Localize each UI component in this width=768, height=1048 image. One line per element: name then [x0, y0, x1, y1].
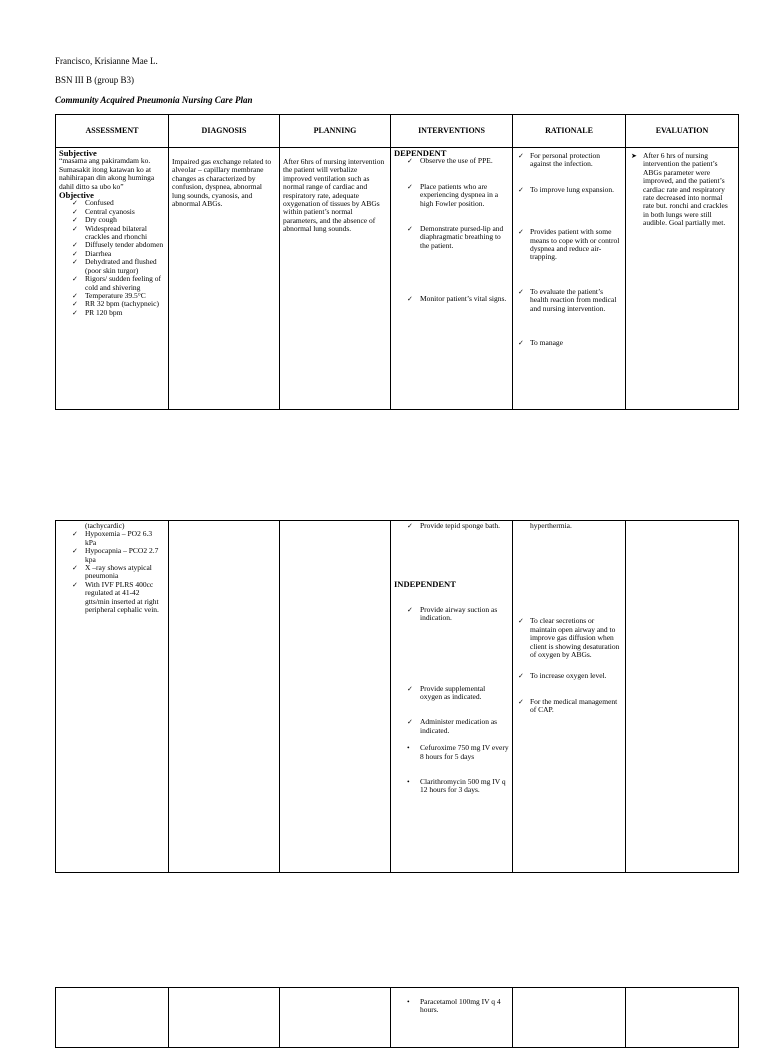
- list-item: ✓ Provide tepid sponge bath.: [394, 522, 509, 530]
- list-item: ✓ Diarrhea: [59, 250, 165, 258]
- planning-cell: [280, 988, 391, 1048]
- subjective-label: Subjective: [59, 148, 97, 158]
- interventions-list: [394, 157, 509, 303]
- list-item: ✓ For personal protection against the infection.: [516, 152, 622, 169]
- evaluation-cell: [626, 148, 739, 410]
- document-title: Community Acquired Pneumonia Nursing Care Plan: [55, 95, 253, 105]
- care-plan-table-page-3: [55, 987, 739, 1048]
- assessment-list: [59, 530, 165, 614]
- column-header-planning: PLANNING: [280, 115, 391, 148]
- care-plan-table-page-2: [55, 520, 739, 873]
- column-header-interventions: INTERVENTIONS: [391, 115, 513, 148]
- list-item: ✓ For the medical management of CAP.: [516, 698, 622, 715]
- assessment-cell: [56, 521, 169, 873]
- dependent-label: DEPENDENT: [394, 148, 447, 158]
- rationale-cell: [513, 148, 626, 410]
- rationale-continued: hyperthermia.: [530, 521, 572, 530]
- rationale-list: [516, 152, 622, 347]
- list-item: • Cefuroxime 750 mg IV every 8 hours for 5 days: [394, 744, 509, 761]
- objective-list: [59, 199, 165, 317]
- list-item: ✓ X –ray shows atypical pneumonia: [59, 564, 165, 581]
- list-item: ✓ Temperature 39.5°C: [59, 292, 165, 300]
- list-item: ✓ To improve lung expansion.: [516, 186, 622, 194]
- list-item: ✓ Hypoxemia – PO2 6.3 kPa: [59, 530, 165, 547]
- table-row: [56, 148, 739, 410]
- list-item: ✓ Administer medication as indicated.: [394, 718, 509, 735]
- list-item: ✓ Central cyanosis: [59, 208, 165, 216]
- student-name: Francisco, Krisianne Mae L.: [55, 56, 158, 66]
- list-item: ✓ Rigors/ sudden feeling of cold and shivering: [59, 275, 165, 292]
- interventions-cell: [391, 521, 513, 873]
- list-item: ✓ To manage: [516, 339, 622, 347]
- care-plan-table-page-1: [55, 114, 739, 410]
- list-item: ✓ Dehydrated and flushed (poor skin turgor): [59, 258, 165, 275]
- column-header-rationale: RATIONALE: [513, 115, 626, 148]
- interventions-cell: [391, 988, 513, 1048]
- list-item: ✓ With IVF PLRS 400cc regulated at 41-42 gtts/min inserted at right peripheral cephalic vein.: [59, 581, 165, 615]
- column-header-diagnosis: DIAGNOSIS: [169, 115, 280, 148]
- list-item: • Paracetamol 100mg IV q 4 hours.: [394, 998, 509, 1015]
- medication-list: [394, 744, 509, 795]
- evaluation-cell: [626, 988, 739, 1048]
- list-item: ✓ Diffusely tender abdomen: [59, 241, 165, 249]
- column-header-evaluation: EVALUATION: [626, 115, 739, 148]
- rationale-cell: [513, 521, 626, 873]
- list-item: ✓ Dry cough: [59, 216, 165, 224]
- evaluation-cell: [626, 521, 739, 873]
- independent-list: [394, 606, 509, 735]
- list-item: ✓ Provides patient with some means to cope with or control dyspnea and reduce air-trapping.: [516, 228, 622, 262]
- student-section: BSN III B (group B3): [55, 75, 134, 85]
- planning-cell: [280, 521, 391, 873]
- list-item: ➤ After 6 hrs of nursing intervention the patient’s ABGs parameter were improved, and the patient’s cardiac rate and respiratory rate decreased into normal rate but. ronchi and crackles in both lungs were still audible. Goal partially met.: [629, 152, 735, 228]
- diagnosis-cell: [169, 988, 280, 1048]
- list-item: ✓ To clear secretions or maintain open airway and to improve gas diffusion when client is showing desaturation of oxygen by ABGs.: [516, 617, 622, 659]
- assessment-cell: [56, 988, 169, 1048]
- list-item: ✓ Confused: [59, 199, 165, 207]
- list-item: ✓ Provide supplemental oxygen as indicated.: [394, 685, 509, 702]
- list-item: ✓ Monitor patient’s vital signs.: [394, 295, 509, 303]
- assessment-cell: [56, 148, 169, 410]
- list-item: ✓ To increase oxygen level.: [516, 672, 622, 680]
- rationale-list: [516, 617, 622, 714]
- diagnosis-text: Impaired gas exchange related to alveolar – capillary membrane changes as characterized by confusion, dyspnea, abnormal lung sounds, cyanosis, and abnormal ABGs.: [172, 157, 272, 209]
- list-item: ✓ Widespread bilateral crackles and rhonchi: [59, 225, 165, 242]
- list-item: • Clarithromycin 500 mg IV q 12 hours for 3 days.: [394, 778, 509, 795]
- list-item: ✓ Demonstrate pursed-lip and diaphragmatic breathing to the patient.: [394, 225, 509, 250]
- diagnosis-cell: [169, 521, 280, 873]
- list-item: ✓ RR 32 bpm (tachypneic): [59, 300, 165, 308]
- rationale-cell: [513, 988, 626, 1048]
- table-row: [56, 988, 739, 1048]
- list-item: ✓ To evaluate the patient’s health reaction from medical and nursing intervention.: [516, 288, 622, 313]
- list-item: ✓ Hypocapnia – PCO2 2.7 kpa: [59, 547, 165, 564]
- column-header-assessment: ASSESSMENT: [56, 115, 169, 148]
- list-item: ✓ Provide airway suction as indication.: [394, 606, 509, 623]
- planning-text: After 6hrs of nursing intervention the patient will verbalize improved ventilation such as normal range of cardiac and respiratory rate, adequate oxygenation of tissues by ABGs within patient’s normal parameters, and the absence of abnormal lung sounds.: [283, 157, 385, 234]
- dependent-list: [394, 522, 509, 530]
- objective-label: Objective: [59, 190, 94, 201]
- subjective-text: “masama ang pakiramdam ko. Sumasakit itong katawan ko at nahihirapan din akong huminga dahil ditto sa ubo ko”: [59, 156, 155, 191]
- medication-list: [394, 998, 509, 1015]
- planning-cell: [280, 148, 391, 410]
- list-item: ✓ Observe the use of PPE.: [394, 157, 509, 165]
- evaluation-list: [629, 152, 735, 228]
- table-header-row: [56, 115, 739, 148]
- interventions-cell: [391, 148, 513, 410]
- assessment-continued: (tachycardic): [85, 521, 125, 530]
- table-row: [56, 521, 739, 873]
- list-item: ✓ Place patients who are experiencing dyspnea in a high Fowler position.: [394, 183, 509, 208]
- independent-label: INDEPENDENT: [394, 579, 456, 590]
- list-item: ✓ PR 120 bpm: [59, 309, 165, 317]
- diagnosis-cell: [169, 148, 280, 410]
